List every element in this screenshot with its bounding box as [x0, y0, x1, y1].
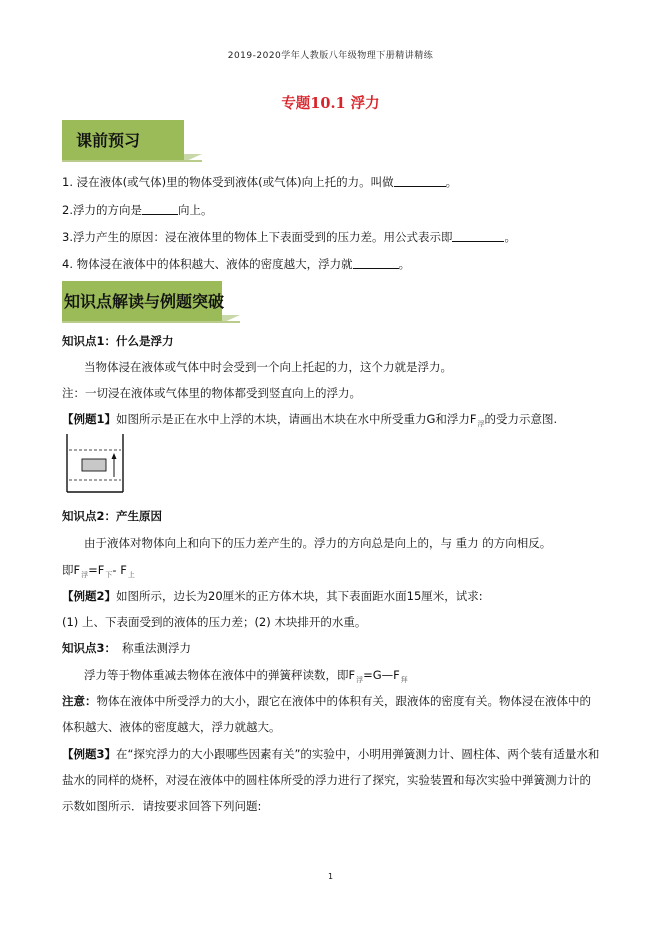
example-2 [62, 588, 483, 604]
note-label: 注意： [62, 694, 97, 708]
knowledge-point-1-note: 注：一切浸在液体或气体里的物体都受到竖直向上的浮力。 [62, 386, 361, 400]
section-title-preview: 课前预习 [76, 131, 141, 150]
example-1-tail: 的受力示意图. [484, 412, 558, 426]
page-title: 专题10.1 浮力 [281, 95, 380, 112]
question-4-end: 。 [398, 257, 411, 271]
example-3 [62, 746, 599, 762]
formula-part: =G—F [363, 668, 400, 682]
example-1-subscript: 浮 [477, 420, 485, 428]
question-4-text: 4. 物体浸在液体中的体积越大、液体的密度越大，浮力就 [62, 257, 353, 271]
knowledge-point-2-body: 由于液体对物体向上和向下的压力差产生的。浮力的方向总是向上的，与 重力 的方向相反。 [84, 536, 552, 550]
formula-part: 即F [62, 563, 81, 577]
example-3-label: 【例题3】 [62, 747, 117, 761]
question-3-text: 3.浮力产生的原因：浸在液体里的物体上下表面受到的压力差。用公式表示即 [62, 230, 453, 244]
answer-blank [394, 174, 446, 187]
example-1 [62, 411, 557, 429]
note-line-1: 物体在液体中所受浮力的大小，跟它在液体中的体积有关，跟液体的密度有关。物体浸在液体中的 [96, 694, 591, 708]
example-1-label: 【例题1】 [62, 412, 117, 426]
question-1-text: 1. 浸在液体(或气体)里的物体受到液体(或气体)向上托的力。叫做 [62, 175, 394, 189]
page-number: 1 [327, 872, 334, 881]
section-banner-preview [62, 120, 222, 162]
question-2-end: 向上。 [177, 203, 213, 217]
knowledge-point-2-title: 知识点2：产生原因 [62, 509, 163, 523]
formula-subscript: 浮 [81, 571, 89, 579]
formula-subscript: 拜 [400, 676, 408, 684]
example-2-subquestions: (1) 上、下表面受到的液体的压力差；(2) 木块排开的水重。 [62, 615, 367, 629]
example-3-line-3: 示数如图所示．请按要求回答下列问题: [62, 799, 262, 813]
note-line-2: 体积越大、液体的密度越大，浮力就越大。 [62, 720, 281, 734]
question-3 [62, 229, 516, 245]
buoyancy-formula [62, 562, 135, 580]
formula-subscript: 下 [105, 571, 113, 579]
formula-part: =F [88, 563, 105, 577]
example-1-text: 如图所示是正在水中上浮的木块，请画出木块在水中所受重力G和浮力F [116, 412, 477, 426]
knowledge-point-3-body [84, 667, 408, 685]
question-4 [62, 256, 410, 272]
formula-subscript: 上 [127, 571, 135, 579]
answer-blank [452, 229, 504, 242]
running-header: 2019-2020学年人教版八年级物理下册精讲精练 [227, 51, 434, 61]
question-2-text: 2.浮力的方向是 [62, 203, 142, 217]
question-2 [62, 202, 212, 218]
question-1 [62, 174, 457, 190]
knowledge-point-3-label: 知识点3： [62, 641, 117, 655]
section-title-knowledge: 知识点解读与例题突破 [64, 292, 225, 311]
question-1-end: 。 [445, 175, 458, 189]
example-2-label: 【例题2】 [62, 589, 117, 603]
knowledge-point-1-body: 当物体浸在液体或气体中时会受到一个向上托起的力，这个力就是浮力。 [84, 360, 452, 374]
beaker-diagram [66, 433, 124, 493]
knowledge-point-3-name: 称重法测浮力 [122, 641, 192, 655]
answer-blank [142, 202, 178, 215]
answer-blank [353, 256, 399, 269]
question-3-end: 。 [504, 230, 516, 244]
formula-part: - F [112, 563, 127, 577]
knowledge-point-3-title [62, 640, 191, 656]
example-2-text: 如图所示，边长为20厘米的正方体木块，其下表面距水面15厘米，试求: [116, 589, 483, 603]
example-3-line-1: 在“探究浮力的大小跟哪些因素有关”的实验中，小明用弹簧测力计、圆柱体、两个装有适量水和 [116, 747, 600, 761]
knowledge-point-3-text: 浮力等于物体重减去物体在液体中的弹簧秤读数，即F [84, 668, 356, 682]
section-banner-knowledge [62, 281, 248, 323]
knowledge-point-1-title: 知识点1：什么是浮力 [62, 334, 174, 348]
formula-subscript: 浮 [356, 676, 364, 684]
example-3-line-2: 盐水的同样的烧杯，对浸在液体中的圆柱体所受的浮力进行了探究，实验装置和每次实验中弹簧测力计的 [62, 773, 591, 787]
note-paragraph [62, 693, 591, 709]
